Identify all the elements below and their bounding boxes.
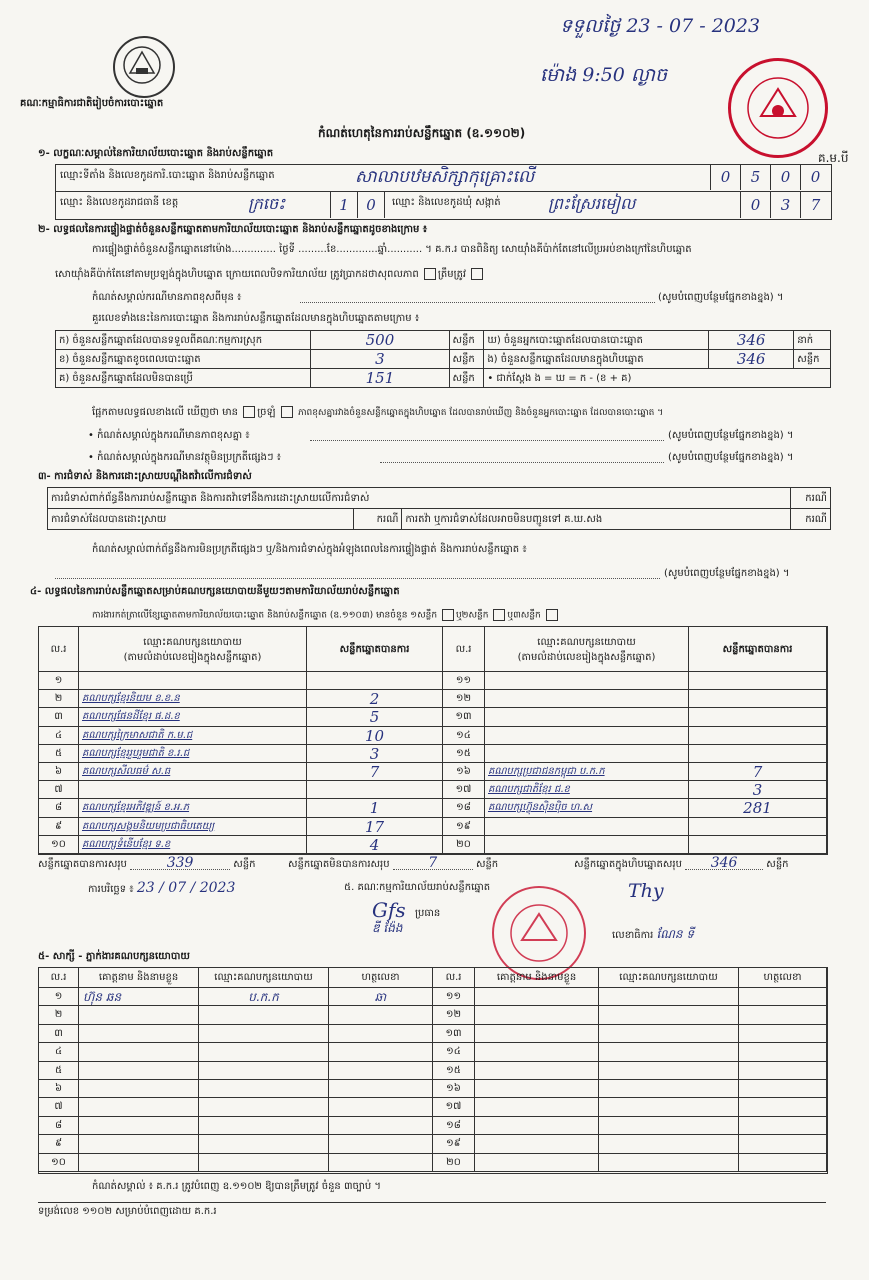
sec3-note: កំណត់សម្គាល់ពាក់ព័ន្ធនឹងការមិនប្រក្រតីផ្សេងៗ ឬ/និងការជំទាស់ក្នុងអំឡុងពេលនៃការផ្ទៀងផ្ទាត់ និងការរាប់សន្លឹកឆ្នោត ៖ <box>92 544 527 555</box>
witness-signature <box>739 1098 827 1116</box>
witness-signature <box>329 1117 433 1135</box>
row-number: ១៨ <box>443 799 485 817</box>
sec2-p7-line <box>380 462 664 463</box>
sec2-p1: ការផ្ទៀងផ្ទាត់ចំនួនសន្លឹកឆ្នោតនៅម៉ោង.............. ថ្ងៃទី .........ខែ.............ឆ្នាំ........... ។ គ.ក.រ បានពិនិត្យ សោយ៉ាំងគីប៉ាក់តែនៅលើប្រអប់ខាងក្រៅនៃហិបឆ្នោត <box>92 244 692 255</box>
witness-party <box>199 1080 329 1098</box>
col-party-title: ឈ្មោះគណបក្សនយោបាយ <box>537 637 636 648</box>
row-number: ១៩ <box>433 1135 475 1153</box>
party-votes: 7 <box>307 763 443 781</box>
form-number: ទម្រង់លេខ ១១០២ សម្រាប់បំពេញដោយ គ.ក.រ <box>38 1206 217 1217</box>
sec2-p3: កំណត់សម្គាល់ករណីមានភាពខុសពីមុន ៖ <box>92 292 242 303</box>
witness-name <box>79 1098 199 1116</box>
witness-signature <box>739 1043 827 1061</box>
witness-name <box>79 1006 199 1024</box>
row-number: ១៧ <box>433 1098 475 1116</box>
witness-party <box>599 988 739 1006</box>
nec-emblem-icon <box>115 38 173 96</box>
col-votes-header: សន្លឹកឆ្នោតបានការ <box>307 627 443 672</box>
witness-name <box>79 1117 199 1135</box>
row-number: ២០ <box>443 836 485 854</box>
witness-name <box>79 1154 199 1172</box>
party-votes <box>689 708 827 726</box>
witness-name <box>475 988 599 1006</box>
party-votes: 4 <box>307 836 443 854</box>
witness-name <box>475 1025 599 1043</box>
row-number: ៥ <box>39 745 79 763</box>
form-title: កំណត់ហេតុនៃការរាប់សន្លឹកឆ្នោត (ឧ.១១០២) <box>318 126 526 140</box>
party-votes: 10 <box>307 727 443 745</box>
sec1-r2-value2: ព្រះស្រែរមៀល <box>548 194 636 213</box>
party-name <box>485 708 689 726</box>
row-number: ១៤ <box>443 727 485 745</box>
witness-name <box>475 1080 599 1098</box>
sec3-note-end: (សូមបំពេញបន្ថែមផ្នែកខាងខ្នង) ។ <box>664 568 790 579</box>
col-name-header: គោត្តនាម និងនាមខ្លួន <box>79 968 199 988</box>
party-votes <box>689 727 827 745</box>
sec1-divider <box>55 191 831 192</box>
party-votes: 3 <box>689 781 827 799</box>
party-name <box>485 818 689 836</box>
party-votes <box>689 836 827 854</box>
witness-signature <box>739 1025 827 1043</box>
party-name: គណបក្សទំនើបខ្មែរ ទ.ខ <box>79 836 307 854</box>
row-number: ៨ <box>39 1117 79 1135</box>
row-number: ៤ <box>39 727 79 745</box>
nec-logo <box>113 36 175 98</box>
witness-party <box>599 1098 739 1116</box>
sec3-note-line <box>55 578 660 579</box>
party-votes: 2 <box>307 690 443 708</box>
row-number: ២០ <box>433 1154 475 1172</box>
witness-party <box>199 1117 329 1135</box>
secretary-label: លេខាធិការ ណែន ទី <box>612 927 694 941</box>
col-no-header: ល.រ <box>39 968 79 988</box>
party-votes: 7 <box>689 763 827 781</box>
party-name <box>79 672 307 690</box>
one-sheet-checkbox[interactable] <box>442 609 454 621</box>
row-number: ២ <box>39 1006 79 1024</box>
row-number: ១៣ <box>433 1025 475 1043</box>
party-name <box>485 690 689 708</box>
witness-name <box>79 1025 199 1043</box>
row-number: ៣ <box>39 708 79 726</box>
party-votes <box>689 818 827 836</box>
party-votes: 281 <box>689 799 827 817</box>
sec3-heading: ៣- ការជំទាស់ និងការដោះស្រាយបណ្តឹងតវ៉ាលើការជំទាស់ <box>38 471 252 482</box>
witness-name: ហ៊ុន ឆន <box>79 988 199 1006</box>
party-name <box>485 745 689 763</box>
party-name <box>485 727 689 745</box>
received-date: ទទួលថ្ងៃ 23 - 07 - 2023 <box>560 15 761 37</box>
party-name: គណបក្សប្រជាជនកម្ពុជា ប.ក.ក <box>485 763 689 781</box>
row-number: ១៤ <box>433 1043 475 1061</box>
has-checkbox[interactable] <box>243 406 255 418</box>
row-number: ២ <box>39 690 79 708</box>
witness-signature <box>739 1080 827 1098</box>
sec2-p3-line <box>300 302 655 303</box>
mistake-checkbox[interactable] <box>281 406 293 418</box>
witness-signature <box>329 1025 433 1043</box>
party-votes <box>307 781 443 799</box>
row-number: ១១ <box>443 672 485 690</box>
witness-signature <box>739 1135 827 1153</box>
row-number: ១៧ <box>443 781 485 799</box>
party-votes: 3 <box>307 745 443 763</box>
total-invalid: សន្លឹកឆ្នោតមិនបានការសរុប 7 សន្លឹក <box>288 855 499 871</box>
party-name: គណបក្សខ្មែរនិយម ខ.ខ.ន <box>79 690 307 708</box>
total-ballots: សន្លឹកឆ្នោតក្នុងហិបឆ្នោតសរុប 346 សន្លឹក <box>574 855 789 871</box>
witness-signature <box>329 1043 433 1061</box>
row-number: ១២ <box>433 1006 475 1024</box>
row-number: ៥ <box>39 1062 79 1080</box>
col-no-header: ល.រ <box>39 627 79 672</box>
sec1-r1-value: សាលាបឋមសិក្សាកុគ្រោះលើ <box>355 167 535 187</box>
witness-party <box>199 1062 329 1080</box>
col-sign-header: ហត្ថលេខា <box>329 968 433 988</box>
sec2-p4: គួរលេខទាំងនេះនៃការបោះឆ្នោត និងការរាប់សន្លឹកឆ្នោតដែលមានក្នុងហិបឆ្នោតតាមក្រោម ៖ <box>92 313 420 324</box>
party-name: គណបក្សជាតិខ្មែរ ជ.ខ <box>485 781 689 799</box>
secretary-signature: Thy <box>628 880 664 902</box>
official-stamp <box>728 58 828 158</box>
not-intact-checkbox[interactable] <box>471 268 483 280</box>
col-party-title: ឈ្មោះគណបក្សនយោបាយ <box>143 637 242 648</box>
row-number: ១ <box>39 988 79 1006</box>
witness-name <box>475 1117 599 1135</box>
party-name: គណបក្សផែនដីខ្មែរ ផ.ដ.ខ <box>79 708 307 726</box>
chief-signature: Gfs <box>372 898 406 922</box>
col-party-header <box>485 627 689 672</box>
witness-signature <box>329 1098 433 1116</box>
corner-code: គ.ម.បី <box>818 151 849 165</box>
witness-party <box>599 1080 739 1098</box>
sec1-r2-code2: 0 3 7 <box>740 192 830 218</box>
row-number: ៦ <box>39 1080 79 1098</box>
party-name: គណបក្សក្រៃមាសជាតិ ក.ម.ជ <box>79 727 307 745</box>
witness-party <box>199 1098 329 1116</box>
sec2-heading: ២- លទ្ធផលនៃការផ្ទៀងផ្ទាត់ចំនួនសន្លឹកឆ្នោតតាមការិយាល័យបោះឆ្នោត និងរាប់សន្លឹកឆ្នោតដូចខាងក្រោម ៖ <box>38 224 428 235</box>
party-name: គណបក្សហ៊្វុនស៊ិនប៉ិច ហ.ស <box>485 799 689 817</box>
col-party-subtitle: (តាមលំដាប់លេខរៀងក្នុងសន្លឹកឆ្នោត) <box>517 652 656 663</box>
count-row: ក) ចំនួនសន្លឹកឆ្នោតដែលបានទទួលពីគណៈកម្មការស្រុក 500 សន្លឹក ឃ) ចំនួនអ្នកបោះឆ្នោតដែលបានបោះឆ្នោត 346 នាក់ <box>56 331 831 350</box>
committee-label: ៥. គណៈកម្មការិយាល័យរាប់សន្លឹកឆ្នោត <box>344 882 491 893</box>
witness-party <box>599 1062 739 1080</box>
party-votes: 1 <box>307 799 443 817</box>
witness-party <box>199 1025 329 1043</box>
row-number: ១៦ <box>433 1080 475 1098</box>
footer-note: កំណត់សម្គាល់ ៖ គ.ក.រ ត្រូវបំពេញ ឧ.១១០២ ឱ្យបានត្រឹមត្រូវ ចំនួន ៣ច្បាប់ ។ <box>92 1181 381 1192</box>
witness-party <box>599 1006 739 1024</box>
row-number: ១៦ <box>443 763 485 781</box>
objection-row: ការជំទាស់ពាក់ព័ន្ធនឹងការរាប់សន្លឹកឆ្នោត និងការតវ៉ាទៅនឹងការដោះស្រាយលើការជំទាស់ ករណី <box>48 488 831 509</box>
party-votes <box>689 690 827 708</box>
witness-table <box>38 967 828 1174</box>
party-name: គណបក្សសង្គមនិយមប្រជាធិបតេយ្យ <box>79 818 307 836</box>
witness-party <box>599 1117 739 1135</box>
row-number: ១៥ <box>433 1062 475 1080</box>
sec4-heading: ៤- លទ្ធផលនៃការរាប់សន្លឹកឆ្នោតសម្រាប់គណបក្សនយោបាយនីមួយៗតាមការិយាល័យរាប់សន្លឹកឆ្នោត <box>30 586 400 597</box>
row-number: ៣ <box>39 1025 79 1043</box>
sec2-p2: សោយ៉ាំងគីប៉ាក់តែនៅតាមប្រឡង់ក្នុងហិបឆ្នោត ក្រោយពេលបិទការិយាល័យ ត្រូវប្រាកដថាសុពលភាព ត្រឹមត្រូវ <box>55 268 485 281</box>
results-table <box>38 626 828 855</box>
party-votes <box>689 745 827 763</box>
col-no-header: ល.រ <box>433 968 475 988</box>
witness-signature <box>739 1154 827 1172</box>
row-number: ១២ <box>443 690 485 708</box>
party-name <box>79 781 307 799</box>
party-name: គណបក្សខ្មែរអភិវឌ្ឍន៍ ខ.អ.ភ <box>79 799 307 817</box>
witness-name <box>475 1135 599 1153</box>
party-name <box>485 836 689 854</box>
witness-signature <box>739 1062 827 1080</box>
row-number: ១១ <box>433 988 475 1006</box>
sec2-p7: • កំណត់សម្គាល់ក្នុងករណីមានវត្ថុមិនប្រក្រតីផ្សេងៗ ៖ <box>88 452 282 463</box>
sec1-r1-label: ឈ្មោះទីតាំង និងលេខកូដការិ.បោះឆ្នោត និងរាប់សន្លឹកឆ្នោត <box>60 170 275 181</box>
total-valid: សន្លឹកឆ្នោតបានការសរុប 339 សន្លឹក <box>38 855 256 871</box>
witness-name <box>475 1154 599 1172</box>
three-sheet-checkbox[interactable] <box>546 609 558 621</box>
sec1-r2-label2: ឈ្មោះ និងលេខកូដឃុំ សង្កាត់ <box>392 197 501 208</box>
row-number: ៩ <box>39 1135 79 1153</box>
two-sheet-checkbox[interactable] <box>493 609 505 621</box>
witness-signature <box>329 1006 433 1024</box>
chief-label: ប្រធាន <box>415 908 441 919</box>
witness-party <box>599 1135 739 1153</box>
witness-signature <box>329 1080 433 1098</box>
col-name-header: គោត្តនាម និងនាមខ្លួន <box>475 968 599 988</box>
col-votes-header: សន្លឹកឆ្នោតបានការ <box>689 627 827 672</box>
witness-name <box>79 1062 199 1080</box>
sec4-intro: ការងារកត់ត្រាលើខ្សែឆ្នោតតាមការិយាល័យបោះឆ្នោត និងរាប់សន្លឹកឆ្នោត (ឧ.១១០៣) មានចំនួន ១សន្លឹក ឬ២សន្លឹក ឬ៣សន្លឹក <box>92 609 560 622</box>
witness-signature <box>329 1062 433 1080</box>
party-votes <box>307 672 443 690</box>
row-number: ១ <box>39 672 79 690</box>
witness-party <box>199 1154 329 1172</box>
witness-party <box>599 1043 739 1061</box>
row-number: ៤ <box>39 1043 79 1061</box>
sec2-p6: • កំណត់សម្គាល់ក្នុងករណីមានភាពខុសគ្នា ៖ <box>88 430 250 441</box>
sec1-heading: ១- លក្ខណៈសម្គាល់នៃការិយាល័យបោះឆ្នោត និងរាប់សន្លឹកឆ្នោត <box>38 148 274 159</box>
row-number: ៧ <box>39 1098 79 1116</box>
row-number: ១០ <box>39 836 79 854</box>
party-name: គណបក្សខ្មែររួបរួមជាតិ ខ.រ.ជ <box>79 745 307 763</box>
sec2-p6-end: (សូមបំពេញបន្ថែមផ្នែកខាងខ្នង) ។ <box>668 430 794 441</box>
witness-signature: ឆា <box>329 988 433 1006</box>
col-party-subtitle: (តាមលំដាប់លេខរៀងក្នុងសន្លឹកឆ្នោត) <box>123 652 262 663</box>
row-number: ១០ <box>39 1154 79 1172</box>
witness-party <box>199 1006 329 1024</box>
col-party-header <box>79 627 307 672</box>
row-number: ៧ <box>39 781 79 799</box>
witness-signature <box>329 1154 433 1172</box>
count-row: ខ) ចំនួនសន្លឹកឆ្នោតខូចពេលបោះឆ្នោត 3 សន្លឹក ង) ចំនួនសន្លឹកឆ្នោតដែលមានក្នុងហិបឆ្នោត 346 សន្លឹក <box>56 350 831 369</box>
intact-checkbox[interactable] <box>424 268 436 280</box>
sec1-r2-value: ក្រចេះ <box>248 194 286 213</box>
witness-signature <box>739 988 827 1006</box>
party-votes: 5 <box>307 708 443 726</box>
ballot-count-table <box>55 330 831 388</box>
row-number: ១៨ <box>433 1117 475 1135</box>
row-number: ១៥ <box>443 745 485 763</box>
party-name: គណបក្សសីលធម៌ ស.ធ <box>79 763 307 781</box>
witness-name <box>475 1062 599 1080</box>
row-number: ១៣ <box>443 708 485 726</box>
sec1-r2-code: 1 0 <box>330 192 385 218</box>
witness-signature <box>739 1006 827 1024</box>
col-no-header: ល.រ <box>443 627 485 672</box>
witness-name <box>79 1080 199 1098</box>
chief-name: ឌី ង៉ែង <box>372 921 403 935</box>
row-number: ៨ <box>39 799 79 817</box>
witness-party <box>599 1154 739 1172</box>
sec2-p5: ផ្អែកតាមលទ្ធផលខាងលើ ឃើញថា មាន ច្រឡំ ភាពខុសគ្នារវាងចំនួនសន្លឹកឆ្នោតក្នុងហិបឆ្នោត ដែលបានរាប់ឃើញ និងចំនួនអ្នកបោះឆ្នោត ដែលបានបោះឆ្នោត ។ <box>92 407 664 418</box>
sec1-r1-code: 0 5 0 0 <box>710 165 830 190</box>
sec2-p7-end: (សូមបំពេញបន្ថែមផ្នែកខាងខ្នង) ។ <box>668 452 794 463</box>
witness-name <box>475 1043 599 1061</box>
sec5-heading: ៥- សាក្សី - ភ្នាក់ងារគណបក្សនយោបាយ <box>38 951 190 962</box>
received-time: ម៉ោង 9:50 ល្ងាច <box>540 64 668 86</box>
party-votes: 17 <box>307 818 443 836</box>
witness-name <box>475 1006 599 1024</box>
row-number: ៩ <box>39 818 79 836</box>
witness-party <box>199 1135 329 1153</box>
party-votes <box>689 672 827 690</box>
committee-stamp <box>492 886 586 980</box>
sec2-p3-end: (សូមបំពេញបន្ថែមផ្នែកខាងខ្នង) ។ <box>658 292 784 303</box>
witness-name <box>79 1135 199 1153</box>
party-name <box>485 672 689 690</box>
row-number: ៦ <box>39 763 79 781</box>
objection-row: ការជំទាស់ដែលបានដោះស្រាយ ករណី ការតវ៉ា ឬការជំទាស់ដែលអាចមិនបញ្ជូនទៅ គ.ឃ.សង ករណី <box>48 509 831 530</box>
witness-party: ប.ក.ក <box>199 988 329 1006</box>
witness-signature <box>739 1117 827 1135</box>
witness-name <box>475 1098 599 1116</box>
org-name: គណៈកម្មាធិការជាតិរៀបចំការបោះឆ្នោត <box>20 98 164 109</box>
row-number: ១៩ <box>443 818 485 836</box>
count-row: គ) ចំនួនសន្លឹកឆ្នោតដែលមិនបានប្រើ 151 សន្លឹក • ជាក់ស្តែង ង = ឃ = ក - (ខ + គ) <box>56 369 831 388</box>
col-party-header: ឈ្មោះគណបក្សនយោបាយ <box>199 968 329 988</box>
footer-rule <box>38 1202 826 1203</box>
col-sign-header: ហត្ថលេខា <box>739 968 827 988</box>
witness-party <box>199 1043 329 1061</box>
stamp-seal-icon <box>494 888 584 978</box>
stamp-seal-icon <box>731 61 825 155</box>
col-party-header: ឈ្មោះគណបក្សនយោបាយ <box>599 968 739 988</box>
sec2-p6-line <box>310 440 664 441</box>
sec1-r2-label: ឈ្មោះ និងលេខកូដរាជធានី ខេត្ត <box>60 197 179 208</box>
objection-table <box>47 487 831 530</box>
date-line: ការបរិច្ឆេទ ៖ 23 / 07 / 2023 <box>88 880 236 896</box>
witness-name <box>79 1043 199 1061</box>
witness-signature <box>329 1135 433 1153</box>
witness-party <box>599 1025 739 1043</box>
